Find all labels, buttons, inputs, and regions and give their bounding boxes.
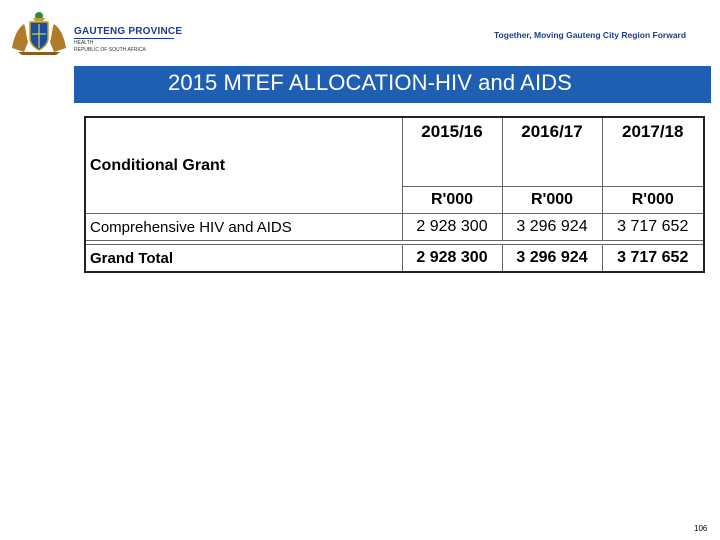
coat-of-arms-logo	[8, 8, 70, 56]
year-header: 2016/17	[502, 117, 602, 187]
value-cell: 2 928 300	[402, 214, 502, 241]
org-name: GAUTENG PROVINCE	[74, 26, 183, 37]
title-bar	[74, 66, 711, 103]
year-header: 2015/16	[402, 117, 502, 187]
allocation-table	[84, 116, 703, 272]
row-label: Comprehensive HIV and AIDS	[85, 214, 402, 241]
table-header-row	[85, 117, 704, 187]
unit-cell: R'000	[502, 187, 602, 214]
total-value: 3 296 924	[502, 245, 602, 273]
total-value: 2 928 300	[402, 245, 502, 273]
unit-cell: R'000	[402, 187, 502, 214]
header	[0, 0, 720, 62]
value-cell: 3 717 652	[602, 214, 704, 241]
unit-cell: R'000	[602, 187, 704, 214]
total-label: Grand Total	[85, 245, 402, 273]
row-header-cell: Conditional Grant	[85, 117, 402, 214]
page-title: 2015 MTEF ALLOCATION-HIV and AIDS	[168, 70, 572, 95]
org-block	[74, 26, 182, 54]
value-cell: 3 296 924	[502, 214, 602, 241]
year-header: 2017/18	[602, 117, 704, 187]
slogan: Together, Moving Gauteng City Region Forward	[494, 30, 687, 40]
org-country: REPUBLIC OF SOUTH AFRICA	[74, 47, 146, 53]
total-value: 3 717 652	[602, 245, 704, 273]
page-number: 106	[694, 524, 708, 533]
org-divider	[74, 38, 174, 39]
table-row	[85, 214, 704, 241]
total-row	[85, 245, 704, 273]
org-dept: HEALTH	[74, 40, 94, 46]
